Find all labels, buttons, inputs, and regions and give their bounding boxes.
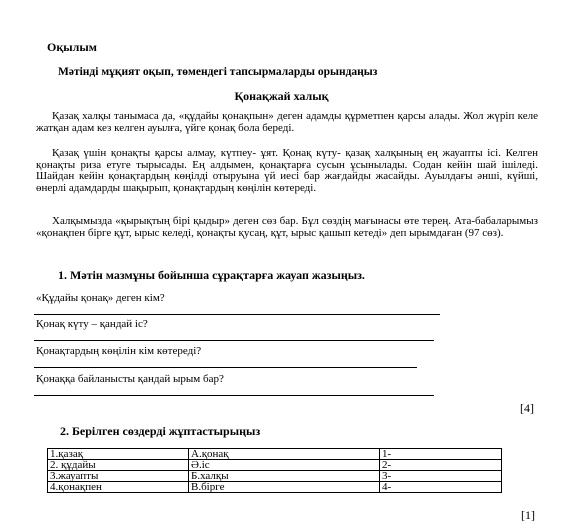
table-cell: 2. құдайы [48,460,189,471]
paragraph-2: Қазақ үшін қонақты қарсы алмау, күтпеу- ұят. Қонақ күту- қазақ халқының ең жауапты ісі. Келген қонақты риза етуге тырысады. Ең алдымен, қонақтарға сусын ұсынылады. Содан кейін шай ішіледі. Шайдан кейін қонақтардың көңілді отыруына үй иесі бар жағдайды жасайды. Ауылдағы әнші, күйші, өнерлі адамдарды шақырып, қонақтардың көңілін көтереді. [36,147,538,194]
answer-line-1[interactable] [34,314,440,315]
task2-points: [1] [521,508,535,522]
instruction: Мәтінді мұқият оқып, төмендегі тапсырмаларды орындаңыз [58,66,378,78]
answer-line-2[interactable] [34,340,434,341]
answer-line-3[interactable] [34,367,417,368]
table-cell: 1.қазақ [48,449,189,460]
table-cell: Ә.іс [189,460,380,471]
table-row [48,460,502,471]
paragraph-3: Халқымызда «қырықтың бірі қыдыр» деген сөз бар. Бұл сөздің мағынасы өте терең. Ата-бабаларымыз «қонақпен бірге құт, ырыс келеді, қонақты қусаң, құт, ырыс қашып кетеді» деп ырымдаған (97 сөз). [36,215,538,239]
answer-cell[interactable]: 3- [380,471,502,482]
task1-title: 1. Мәтін мазмұны бойынша сұрақтарға жауап жазыңыз. [58,268,365,282]
question-2: Қонақ күту – қандай іс? [36,318,148,330]
answer-cell[interactable]: 4- [380,482,502,493]
table-cell: Б.халқы [189,471,380,482]
table-row [48,471,502,482]
table-row [48,449,502,460]
table-cell: 4.қонақпен [48,482,189,493]
section-title: Оқылым [47,40,97,54]
question-1: «Құдайы қонақ» деген кім? [36,292,165,304]
task2-title: 2. Берілген сөздерді жұптастырыңыз [60,424,261,438]
table-cell: А.қонақ [189,449,380,460]
table-cell: 3.жауапты [48,471,189,482]
matching-table [47,448,502,493]
table-cell: В.бірге [189,482,380,493]
question-4: Қонаққа байланысты қандай ырым бар? [36,373,224,385]
answer-line-4[interactable] [34,395,434,396]
text-title: Қонақжай халық [234,89,329,103]
answer-cell[interactable]: 1- [380,449,502,460]
table-row [48,482,502,493]
paragraph-1: Қазақ халқы танымаса да, «құдайы қонақпын» деген адамды құрметпен қарсы алады. Жол жүріп келе жатқан адам кез келген ауылға, үйге қонақ бола береді. [36,110,538,134]
answer-cell[interactable]: 2- [380,460,502,471]
task1-points: [4] [520,401,534,415]
question-3: Қонақтардың көңілін кім көтереді? [36,345,202,357]
